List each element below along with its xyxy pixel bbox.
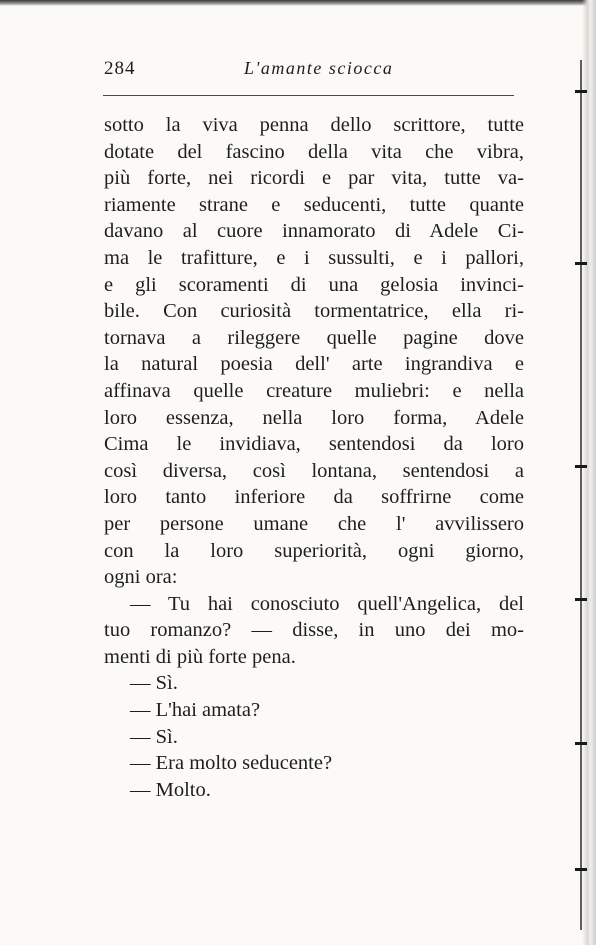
binding-mark <box>575 868 587 871</box>
page-number: 284 <box>104 58 136 79</box>
text-line: tornava a rileggere quelle pagine dove <box>104 326 524 349</box>
text-line: ogni ora: <box>104 566 178 589</box>
text-line: davano al cuore innamorato di Adele Ci- <box>104 220 524 243</box>
text-line: affinava quelle creature muliebri: e nella <box>104 379 524 402</box>
text-line: tuo romanzo? — disse, in uno dei mo- <box>104 619 524 642</box>
binding-mark <box>575 598 587 601</box>
dialogue-line: — Sì. <box>130 725 178 748</box>
text-line: Cima le invidiava, sentendosi da loro <box>104 433 524 456</box>
dialogue-line: — Tu hai conosciuto quell'Angelica, del <box>130 592 524 615</box>
text-line: riamente strane e seducenti, tutte quante <box>104 193 524 216</box>
dialogue-line: — L'hai amata? <box>130 699 261 722</box>
running-title: L'amante sciocca <box>244 58 394 78</box>
text-line: sotto la viva penna dello scrittore, tutte <box>104 114 524 136</box>
text-line: con la loro superiorità, ogni giorno, <box>104 539 524 562</box>
text-line: la natural poesia dell' arte ingrandiva e <box>104 353 524 376</box>
text-line: menti di più forte pena. <box>104 645 296 668</box>
body-text <box>104 112 524 803</box>
text-line: loro essenza, nella loro forma, Adele <box>104 406 524 429</box>
text-line: così diversa, così lontana, sentendosi a <box>104 459 524 482</box>
header-rule <box>103 95 514 96</box>
text-line: loro tanto inferiore da soffrirne come <box>104 486 524 509</box>
dialogue-line: — Era molto seducente? <box>130 752 333 775</box>
text-line: dotate del fascino della vita che vibra, <box>104 140 524 163</box>
text-line: bile. Con curiosità tormentatrice, ella ri- <box>104 300 524 323</box>
text-line: più forte, nei ricordi e par vita, tutte va- <box>104 167 524 190</box>
binding-rule <box>580 60 582 930</box>
binding-mark <box>575 742 587 745</box>
text-line: e gli scoramenti di una gelosia invinci- <box>104 273 524 296</box>
page-right-edge <box>582 0 596 945</box>
binding-mark <box>575 262 587 265</box>
text-line: ma le trafitture, e i sussulti, e i pallori, <box>104 246 524 269</box>
binding-mark <box>575 465 587 468</box>
page-top-edge <box>0 0 596 6</box>
dialogue-line: — Molto. <box>130 778 211 801</box>
text-line: per persone umane che l' avvilissero <box>104 512 524 535</box>
dialogue-line: — Sì. <box>130 672 178 695</box>
binding-mark <box>575 90 587 93</box>
running-header <box>104 58 514 88</box>
